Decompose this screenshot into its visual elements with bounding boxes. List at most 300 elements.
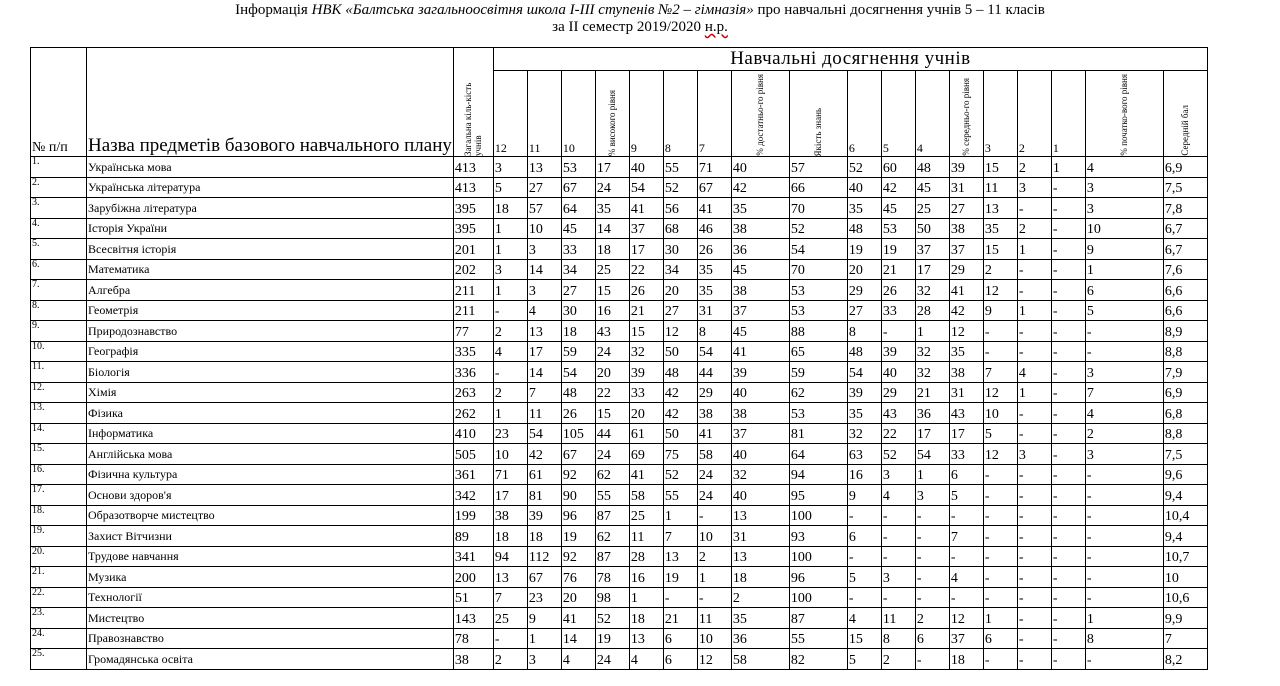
subject-name: Англійська мова [87, 444, 454, 465]
table-cell: 37 [731, 300, 789, 321]
table-cell: - [983, 485, 1017, 506]
table-cell: 9,6 [1163, 464, 1207, 485]
table-cell: - [1051, 403, 1085, 424]
title-semester: за ІІ семестр 2019/2020 [552, 19, 705, 35]
table-cell: 11 [527, 403, 561, 424]
row-number: 4. [31, 218, 87, 239]
table-cell: 68 [663, 218, 697, 239]
table-cell: 48 [915, 157, 949, 178]
table-cell: 50 [663, 423, 697, 444]
table-cell: 2 [1085, 423, 1163, 444]
column-header: Якість знань [789, 71, 847, 157]
table-cell: 3 [527, 239, 561, 260]
table-cell: 37 [949, 628, 983, 649]
title-line-2 [0, 19, 1280, 36]
table-cell: 1 [663, 505, 697, 526]
table-cell: 7,8 [1163, 198, 1207, 219]
table-cell: 1 [493, 239, 527, 260]
table-row [31, 300, 1208, 321]
table-cell: 1 [629, 587, 663, 608]
table-cell: 17 [595, 157, 629, 178]
table-cell: 22 [629, 259, 663, 280]
title-year-abbr: н.р. [704, 19, 728, 35]
table-cell: 13 [527, 157, 561, 178]
table-row [31, 464, 1208, 485]
table-cell: 23 [527, 587, 561, 608]
table-cell: 13 [983, 198, 1017, 219]
table-row [31, 628, 1208, 649]
table-cell: 52 [881, 444, 915, 465]
row-number: 11. [31, 362, 87, 383]
table-cell: 10 [1163, 567, 1207, 588]
table-cell: 64 [561, 198, 595, 219]
subject-name: Фізична культура [87, 464, 454, 485]
table-cell: 90 [561, 485, 595, 506]
table-row [31, 239, 1208, 260]
row-number: 10. [31, 341, 87, 362]
table-cell: 52 [663, 464, 697, 485]
table-cell: 77 [453, 321, 493, 342]
table-cell: 33 [629, 382, 663, 403]
table-cell: - [1085, 464, 1163, 485]
table-cell: 20 [847, 259, 881, 280]
table-cell: 2 [915, 608, 949, 629]
table-cell: 18 [493, 198, 527, 219]
table-cell: 15 [983, 157, 1017, 178]
row-number: 5. [31, 239, 87, 260]
table-cell: 61 [629, 423, 663, 444]
table-cell: 20 [595, 362, 629, 383]
table-cell: 3 [881, 567, 915, 588]
table-cell: 29 [847, 280, 881, 301]
table-cell: 12 [983, 382, 1017, 403]
table-row [31, 649, 1208, 670]
subject-name: Географія [87, 341, 454, 362]
table-cell: 13 [663, 546, 697, 567]
table-cell: 54 [847, 362, 881, 383]
table-cell: 3 [527, 649, 561, 670]
column-header: Середній бал [1163, 71, 1207, 157]
row-number: 16. [31, 464, 87, 485]
table-cell: 34 [663, 259, 697, 280]
table-cell: 9 [983, 300, 1017, 321]
table-cell: 336 [453, 362, 493, 383]
table-cell: 341 [453, 546, 493, 567]
table-cell: 1 [915, 321, 949, 342]
table-cell: 93 [789, 526, 847, 547]
row-number: 9. [31, 321, 87, 342]
column-header: 1 [1051, 71, 1085, 157]
table-cell: 15 [595, 280, 629, 301]
row-number: 14. [31, 423, 87, 444]
table-cell: 6,7 [1163, 218, 1207, 239]
table-cell: 4 [881, 485, 915, 506]
table-cell: 26 [881, 280, 915, 301]
table-cell: 6 [983, 628, 1017, 649]
table-cell: - [493, 300, 527, 321]
table-cell: - [915, 587, 949, 608]
table-cell: 60 [881, 157, 915, 178]
table-cell: 6,9 [1163, 382, 1207, 403]
table-cell: 26 [561, 403, 595, 424]
table-cell: 21 [915, 382, 949, 403]
table-cell: 1 [527, 628, 561, 649]
table-cell: 29 [697, 382, 731, 403]
subject-name: Основи здоров'я [87, 485, 454, 506]
table-cell: 1 [1085, 259, 1163, 280]
row-number: 7. [31, 280, 87, 301]
table-cell: - [1017, 546, 1051, 567]
table-cell: 199 [453, 505, 493, 526]
table-cell: 27 [663, 300, 697, 321]
table-cell: 8 [881, 628, 915, 649]
column-header: % високого рівня [595, 71, 629, 157]
table-cell: - [1051, 628, 1085, 649]
title-suffix: про навчальні досягнення учнів 5 – 11 класів [753, 2, 1045, 18]
table-cell: 9 [1085, 239, 1163, 260]
table-cell: 13 [629, 628, 663, 649]
table-cell: 9,4 [1163, 485, 1207, 506]
table-cell: - [1051, 341, 1085, 362]
table-cell: - [1085, 505, 1163, 526]
table-cell: 20 [663, 280, 697, 301]
table-cell: 57 [789, 157, 847, 178]
table-cell: 16 [847, 464, 881, 485]
table-cell: 9,9 [1163, 608, 1207, 629]
table-cell: 67 [697, 177, 731, 198]
table-cell: 87 [789, 608, 847, 629]
table-cell: 15 [983, 239, 1017, 260]
table-cell: - [1051, 300, 1085, 321]
table-cell: 87 [595, 546, 629, 567]
table-cell: 12 [663, 321, 697, 342]
row-number: 12. [31, 382, 87, 403]
table-cell: - [1017, 608, 1051, 629]
table-cell: - [1017, 341, 1051, 362]
table-cell: 65 [789, 341, 847, 362]
table-cell: 95 [789, 485, 847, 506]
table-cell: 20 [561, 587, 595, 608]
table-cell: 7 [983, 362, 1017, 383]
table-cell: 12 [949, 321, 983, 342]
table-cell: 105 [561, 423, 595, 444]
table-cell: 262 [453, 403, 493, 424]
table-cell: 2 [493, 649, 527, 670]
table-row [31, 485, 1208, 506]
table-cell: 1 [1017, 382, 1051, 403]
table-cell: 87 [595, 505, 629, 526]
table-cell: 45 [561, 218, 595, 239]
subject-name: Математика [87, 259, 454, 280]
table-cell: 24 [595, 177, 629, 198]
row-number: 23. [31, 608, 87, 629]
table-cell: 36 [731, 628, 789, 649]
table-cell: 16 [629, 567, 663, 588]
table-cell: 8,9 [1163, 321, 1207, 342]
table-cell: 11 [629, 526, 663, 547]
table-cell: 75 [663, 444, 697, 465]
table-cell: - [1051, 608, 1085, 629]
subject-name: Хімія [87, 382, 454, 403]
header-achievements: Навчальні досягнення учнів [493, 48, 1207, 71]
table-cell: - [1051, 485, 1085, 506]
table-cell: 45 [881, 198, 915, 219]
table-cell: 48 [847, 341, 881, 362]
row-number: 18. [31, 505, 87, 526]
table-cell: 39 [881, 341, 915, 362]
table-cell: 5 [1085, 300, 1163, 321]
table-cell: 8 [1085, 628, 1163, 649]
table-cell: 41 [561, 608, 595, 629]
table-cell: 89 [453, 526, 493, 547]
table-cell: - [1051, 423, 1085, 444]
table-cell: 41 [697, 198, 731, 219]
table-cell: 18 [527, 526, 561, 547]
table-cell: 71 [697, 157, 731, 178]
table-cell: 5 [847, 567, 881, 588]
table-cell: - [1017, 403, 1051, 424]
title-prefix: Інформація [235, 2, 312, 18]
table-cell: 40 [731, 485, 789, 506]
table-cell: 12 [983, 444, 1017, 465]
table-cell: 1 [1085, 608, 1163, 629]
table-cell: 17 [915, 259, 949, 280]
table-cell: 24 [595, 649, 629, 670]
table-cell: 29 [881, 382, 915, 403]
table-cell: 2 [881, 649, 915, 670]
table-cell: 29 [949, 259, 983, 280]
table-row [31, 423, 1208, 444]
table-cell: 1 [983, 608, 1017, 629]
subject-name: Мистецтво [87, 608, 454, 629]
table-cell: 100 [789, 505, 847, 526]
table-cell: 26 [697, 239, 731, 260]
table-cell: 6 [915, 628, 949, 649]
row-number: 20. [31, 546, 87, 567]
table-cell: 40 [881, 362, 915, 383]
table-row [31, 157, 1208, 178]
table-cell: - [1051, 177, 1085, 198]
subject-name: Українська мова [87, 157, 454, 178]
table-cell: 52 [663, 177, 697, 198]
subject-name: Українська література [87, 177, 454, 198]
table-cell: 53 [561, 157, 595, 178]
table-cell: 42 [663, 403, 697, 424]
table-cell: - [915, 567, 949, 588]
subject-name: Правознавство [87, 628, 454, 649]
table-cell: 6,6 [1163, 300, 1207, 321]
table-cell: 11 [983, 177, 1017, 198]
table-cell: 3 [1085, 177, 1163, 198]
table-cell: - [663, 587, 697, 608]
table-cell: 42 [663, 382, 697, 403]
table-cell: 54 [561, 362, 595, 383]
row-number: 13. [31, 403, 87, 424]
table-row [31, 218, 1208, 239]
header-row-number: № п/п [31, 48, 87, 157]
table-row [31, 608, 1208, 629]
table-cell: 11 [881, 608, 915, 629]
table-cell: 7 [527, 382, 561, 403]
table-cell: 7,9 [1163, 362, 1207, 383]
table-cell: 6,7 [1163, 239, 1207, 260]
subject-name: Трудове навчання [87, 546, 454, 567]
table-cell: - [1051, 198, 1085, 219]
table-cell: 53 [789, 280, 847, 301]
table-cell: 76 [561, 567, 595, 588]
table-cell: 70 [789, 259, 847, 280]
subject-name: Алгебра [87, 280, 454, 301]
subject-name: Громадянська освіта [87, 649, 454, 670]
column-header: 2 [1017, 71, 1051, 157]
table-cell: 58 [731, 649, 789, 670]
header-subject: Назва предметів базового навчального плану [87, 48, 454, 157]
table-cell: 41 [629, 198, 663, 219]
table-cell: 31 [697, 300, 731, 321]
table-cell: - [1051, 259, 1085, 280]
subject-name: Технології [87, 587, 454, 608]
table-cell: 2 [731, 587, 789, 608]
table-cell: 12 [949, 608, 983, 629]
table-row [31, 362, 1208, 383]
table-cell: 6,9 [1163, 157, 1207, 178]
table-cell: 28 [629, 546, 663, 567]
column-header: 5 [881, 71, 915, 157]
table-cell: 8,8 [1163, 341, 1207, 362]
subject-name: Геометрія [87, 300, 454, 321]
table-cell: 25 [629, 505, 663, 526]
table-cell: 143 [453, 608, 493, 629]
table-cell: 15 [847, 628, 881, 649]
table-cell: 4 [847, 608, 881, 629]
table-cell: 32 [629, 341, 663, 362]
table-cell: 18 [493, 526, 527, 547]
table-cell: 54 [629, 177, 663, 198]
table-cell: - [1085, 587, 1163, 608]
table-cell: 22 [595, 382, 629, 403]
table-cell: 27 [527, 177, 561, 198]
table-cell: - [1051, 505, 1085, 526]
table-cell: 413 [453, 157, 493, 178]
table-cell: 9,4 [1163, 526, 1207, 547]
table-cell: 3 [915, 485, 949, 506]
table-cell: 4 [493, 341, 527, 362]
table-cell: 96 [789, 567, 847, 588]
table-cell: 33 [949, 444, 983, 465]
table-cell: 6 [1085, 280, 1163, 301]
table-cell: - [1017, 321, 1051, 342]
table-cell: 10 [697, 526, 731, 547]
table-cell: 25 [493, 608, 527, 629]
table-cell: 7 [949, 526, 983, 547]
table-cell: 4 [629, 649, 663, 670]
table-cell: - [949, 546, 983, 567]
table-cell: 28 [915, 300, 949, 321]
table-cell: 54 [915, 444, 949, 465]
table-cell: - [1051, 321, 1085, 342]
table-cell: 19 [561, 526, 595, 547]
table-cell: 201 [453, 239, 493, 260]
table-cell: 5 [493, 177, 527, 198]
table-cell: - [1017, 649, 1051, 670]
table-cell: - [1085, 485, 1163, 506]
table-row [31, 546, 1208, 567]
table-cell: 2 [1017, 157, 1051, 178]
table-cell: 54 [697, 341, 731, 362]
table-cell: 96 [561, 505, 595, 526]
table-cell: 78 [595, 567, 629, 588]
table-row [31, 567, 1208, 588]
table-cell: 7,6 [1163, 259, 1207, 280]
table-cell: - [1051, 382, 1085, 403]
table-cell: 41 [731, 341, 789, 362]
table-cell: 32 [847, 423, 881, 444]
table-cell: 48 [847, 218, 881, 239]
table-cell: 7 [493, 587, 527, 608]
table-cell: 92 [561, 464, 595, 485]
table-cell: 55 [663, 485, 697, 506]
table-cell: 50 [663, 341, 697, 362]
table-cell: 18 [731, 567, 789, 588]
table-cell: 10 [493, 444, 527, 465]
table-cell: 6,6 [1163, 280, 1207, 301]
table-cell: - [881, 505, 915, 526]
row-number: 19. [31, 526, 87, 547]
table-cell: - [1017, 423, 1051, 444]
table-cell: 24 [697, 485, 731, 506]
table-cell: - [1017, 587, 1051, 608]
table-cell: - [847, 505, 881, 526]
table-cell: 38 [453, 649, 493, 670]
table-cell: 48 [561, 382, 595, 403]
table-cell: 41 [697, 423, 731, 444]
table-cell: 35 [847, 198, 881, 219]
table-cell: 3 [1085, 198, 1163, 219]
table-cell: 57 [527, 198, 561, 219]
table-cell: 202 [453, 259, 493, 280]
table-cell: 11 [697, 608, 731, 629]
subject-name: Захист Вітчизни [87, 526, 454, 547]
table-row [31, 198, 1208, 219]
table-cell: 14 [561, 628, 595, 649]
table-row [31, 382, 1208, 403]
table-row [31, 259, 1208, 280]
table-cell: 27 [949, 198, 983, 219]
table-cell: 37 [629, 218, 663, 239]
table-cell: 25 [595, 259, 629, 280]
table-cell: 14 [527, 259, 561, 280]
table-cell: 38 [731, 403, 789, 424]
subject-name: Біологія [87, 362, 454, 383]
table-cell: - [1017, 505, 1051, 526]
table-cell: 40 [847, 177, 881, 198]
table-cell: 63 [847, 444, 881, 465]
table-cell: 82 [789, 649, 847, 670]
table-cell: 17 [527, 341, 561, 362]
column-header: 7 [697, 71, 731, 157]
table-cell: 24 [697, 464, 731, 485]
table-cell: 26 [629, 280, 663, 301]
table-cell: 62 [595, 464, 629, 485]
table-cell: 39 [527, 505, 561, 526]
table-cell: 54 [527, 423, 561, 444]
table-cell: 44 [595, 423, 629, 444]
row-number: 6. [31, 259, 87, 280]
table-cell: 9 [847, 485, 881, 506]
table-cell: 18 [949, 649, 983, 670]
table-cell: 59 [561, 341, 595, 362]
table-cell: 42 [881, 177, 915, 198]
